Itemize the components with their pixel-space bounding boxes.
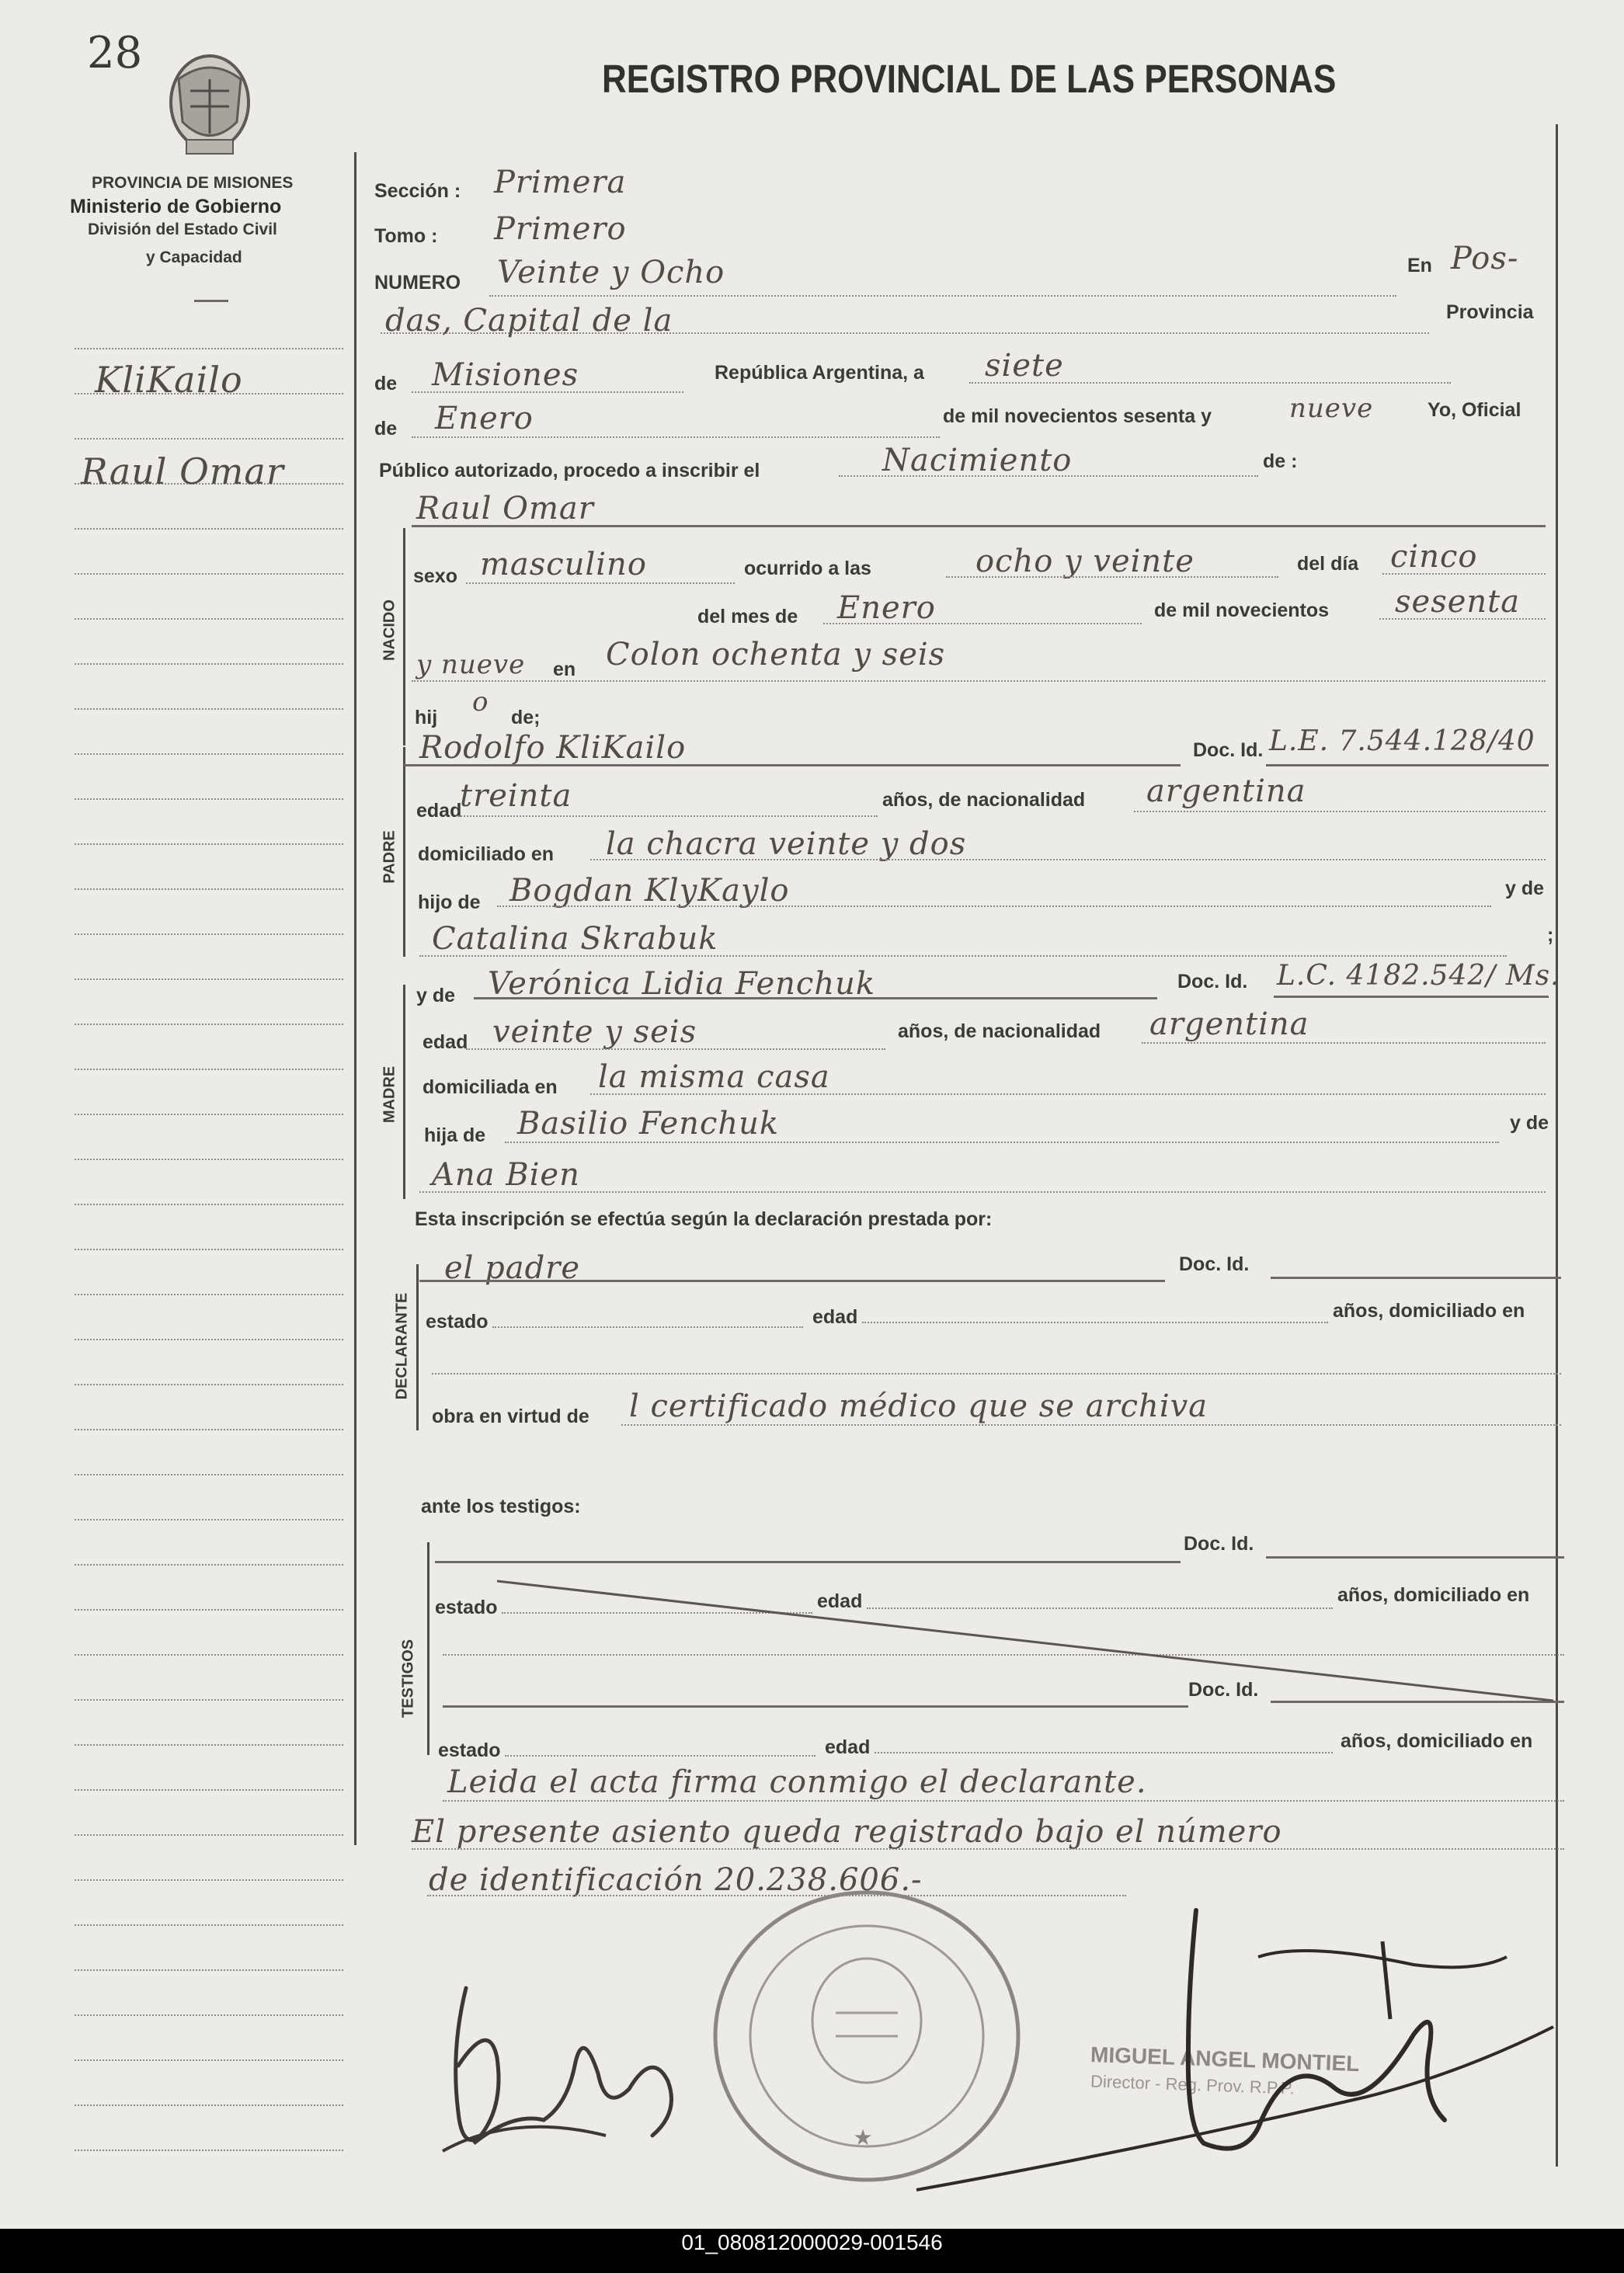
value-lugar: Colon ochenta y seis	[606, 637, 946, 673]
page-number: 28	[87, 28, 143, 78]
label-testigo2-edad: edad	[825, 1736, 871, 1758]
value-acto: Nacimiento	[882, 443, 1073, 478]
value-tomo: Primero	[494, 211, 627, 247]
label-de-colon: de :	[1263, 450, 1298, 472]
label-testigo1-anos: años, domiciliado en	[1337, 1584, 1530, 1606]
value-madre-madre: Ana Bien	[432, 1157, 580, 1193]
line-cierre-1	[443, 1800, 1564, 1802]
label-declarante-anos: años, domiciliado en	[1333, 1300, 1525, 1322]
value-provincia: Misiones	[432, 357, 579, 393]
value-anio-2: y nueve	[416, 649, 526, 680]
label-padre-dom: domiciliado en	[418, 843, 555, 865]
label-madre-dom: domiciliada en	[423, 1076, 558, 1098]
value-dia-acta: siete	[985, 348, 1064, 384]
label-testigo1-estado: estado	[435, 1597, 498, 1618]
side-madre: MADRE	[381, 1065, 398, 1124]
value-madre-dom: la misma casa	[598, 1059, 830, 1095]
line-cierre-2	[412, 1848, 1564, 1850]
label-madre-edad: edad	[423, 1031, 468, 1053]
image-id-caption: 01_080812000029-001546	[681, 2230, 943, 2254]
value-padre-dom: la chacra veinte y dos	[606, 826, 967, 862]
label-del-mes: del mes de	[697, 606, 798, 627]
label-seccion: Sección :	[374, 180, 461, 202]
value-mes-acta: Enero	[435, 401, 534, 436]
label-madre-doc: Doc. Id.	[1177, 971, 1248, 992]
margin-surname: KliKailo	[95, 359, 243, 401]
label-de-semi: de;	[511, 707, 541, 728]
value-anio-acta: nueve	[1289, 393, 1374, 424]
label-numero: NUMERO	[374, 272, 461, 294]
value-padre-madre: Catalina Skrabuk	[432, 921, 718, 957]
label-publico: Público autorizado, procedo a inscribir el	[379, 460, 760, 481]
label-sexo: sexo	[413, 565, 457, 587]
value-nombre: Raul Omar	[416, 491, 594, 527]
label-del-dia: del día	[1297, 553, 1359, 575]
side-padre: PADRE	[381, 830, 398, 884]
value-seccion: Primera	[494, 165, 627, 200]
side-nacido: NACIDO	[381, 600, 398, 661]
margin-given-names: Raul Omar	[81, 450, 284, 492]
label-en: En	[1407, 255, 1432, 276]
issuer-division: División del Estado Civil	[88, 221, 277, 238]
label-testigo2-anos: años, domiciliado en	[1341, 1730, 1533, 1752]
label-yo-oficial: Yo, Oficial	[1428, 399, 1521, 421]
value-madre-edad: veinte y seis	[492, 1014, 697, 1050]
side-testigos: TESTIGOS	[399, 1639, 417, 1719]
label-declarante-edad: edad	[812, 1306, 858, 1328]
label-republica: República Argentina, a	[715, 362, 924, 384]
label-testigo2-estado: estado	[438, 1740, 501, 1761]
value-hij-suffix: o	[472, 686, 489, 718]
label-semicolon: ;	[1547, 924, 1554, 946]
label-provincia: Provincia	[1446, 301, 1534, 323]
label-tomo: Tomo :	[374, 225, 438, 247]
label-padre-nac: años, de nacionalidad	[882, 789, 1086, 811]
label-declarante-estado: estado	[426, 1311, 489, 1333]
issuer-capacity: y Capacidad	[146, 249, 242, 266]
label-padre-hijo-de: hijo de	[418, 891, 481, 913]
label-madre-y-de-2: y de	[1510, 1112, 1549, 1134]
value-declarante: el padre	[444, 1250, 581, 1286]
label-de-mil: de mil novecientos	[1154, 600, 1330, 621]
value-madre-doc: L.C. 4182.542/ Ms.	[1277, 960, 1560, 992]
label-ocurrido: ocurrido a las	[744, 558, 871, 579]
value-madre-nombre: Verónica Lidia Fenchuk	[488, 966, 876, 1002]
label-de-mes: de	[374, 418, 398, 440]
value-padre-nombre: Rodolfo KliKailo	[419, 730, 687, 766]
closing-line-2: El presente asiento queda registrado bajo el número	[412, 1814, 1282, 1850]
value-city-cont: das, Capital de la	[385, 303, 673, 339]
value-dia: cinco	[1390, 539, 1478, 575]
closing-line-1: Leida el acta firma conmigo el declarante.	[447, 1764, 1147, 1800]
value-padre-edad: treinta	[460, 778, 572, 814]
label-de-prov: de	[374, 373, 398, 394]
value-en-city: Pos-	[1451, 241, 1519, 276]
issuer-province: PROVINCIA DE MISIONES	[92, 174, 294, 192]
label-padre-edad: edad	[416, 800, 462, 822]
document-title: REGISTRO PROVINCIAL DE LAS PERSONAS	[602, 57, 1337, 102]
officer-signature	[823, 1895, 1569, 2205]
label-en-lugar: en	[553, 659, 576, 680]
official-title-stamp: Director - Reg. Prov. R.P.P.	[1090, 2071, 1295, 2098]
value-obra: l certificado médico que se archiva	[629, 1388, 1208, 1424]
label-padre-doc: Doc. Id.	[1193, 739, 1264, 761]
value-padre-nac: argentina	[1146, 773, 1306, 809]
value-padre-hijo-de: Bogdan KlyKaylo	[509, 873, 790, 909]
side-declarante: DECLARANTE	[393, 1292, 411, 1400]
label-hij: hij	[415, 707, 438, 728]
declarant-signature	[419, 1957, 715, 2174]
label-mil-nov: de mil novecientos sesenta y	[943, 405, 1212, 427]
label-testigo1-edad: edad	[817, 1590, 863, 1612]
label-inscripcion: Esta inscripción se efectúa según la declaración prestada por:	[415, 1208, 993, 1230]
label-madre-hija-de: hija de	[424, 1124, 486, 1146]
label-declarante-doc: Doc. Id.	[1179, 1253, 1250, 1275]
label-padre-y-de: y de	[1505, 878, 1545, 899]
value-anio-1: sesenta	[1395, 584, 1521, 620]
value-madre-hija-de: Basilio Fenchuk	[517, 1106, 780, 1142]
svg-text:★: ★	[853, 2125, 873, 2150]
value-madre-nac: argentina	[1149, 1006, 1309, 1042]
value-hora: ocho y veinte	[975, 544, 1195, 579]
issuer-ministry: Ministerio de Gobierno	[70, 196, 282, 217]
closing-line-3: de identificación 20.238.606.-	[429, 1862, 923, 1898]
label-madre-y-de: y de	[416, 985, 456, 1006]
value-padre-doc: L.E. 7.544.128/40	[1269, 725, 1535, 757]
label-testigo1-doc: Doc. Id.	[1184, 1533, 1254, 1555]
official-name-stamp: MIGUEL ANGEL MONTIEL	[1090, 2042, 1360, 2077]
label-testigos: ante los testigos:	[421, 1496, 581, 1517]
value-sexo: masculino	[480, 547, 647, 582]
label-testigo2-doc: Doc. Id.	[1188, 1679, 1259, 1701]
label-obra: obra en virtud de	[432, 1406, 589, 1427]
value-numero: Veinte y Ocho	[497, 255, 725, 290]
value-mes: Enero	[837, 590, 936, 626]
label-madre-nac: años, de nacionalidad	[898, 1020, 1101, 1042]
